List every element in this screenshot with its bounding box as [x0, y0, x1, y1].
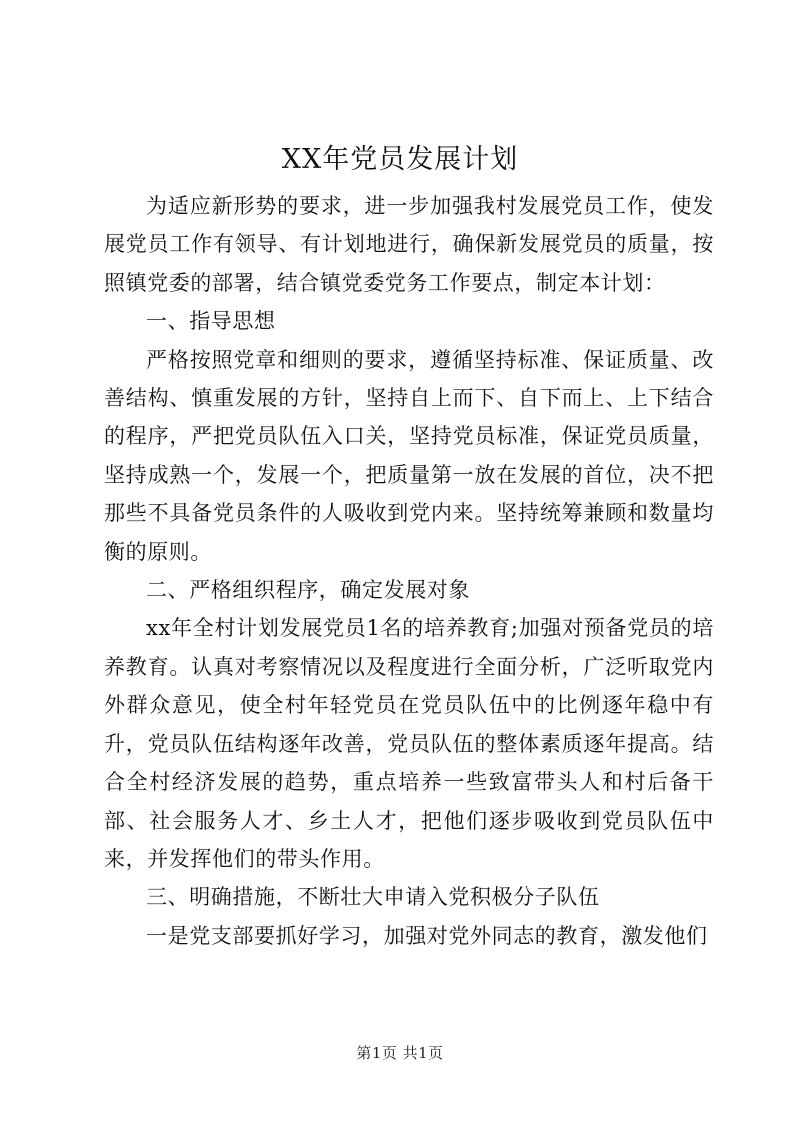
section-1-paragraph: 严格按照党章和细则的要求，遵循坚持标准、保证质量、改善结构、慎重发展的方针，坚持自上而下、自下而上、上下结合的程序，严把党员队伍入口关，坚持党员标准，保证党员质量，坚持成熟一个，发展一个，把质量第一放在发展的首位，决不把那些不具备党员条件的人吸收到党内来。坚持统筹兼顾和数量均衡的原则。	[104, 347, 714, 564]
section-heading-1: 一、指导思想	[146, 309, 276, 334]
document-title: XX年党员发展计划	[281, 144, 519, 175]
page-number-footer: 第1页 共1页	[356, 1044, 444, 1062]
document-body	[104, 187, 714, 955]
intro-paragraph: 为适应新形势的要求，进一步加强我村发展党员工作，使发展党员工作有领导、有计划地进行，确保新发展党员的质量，按照镇党委的部署，结合镇党委党务工作要点，制定本计划：	[104, 194, 714, 295]
section-3-paragraph: 一是党支部要抓好学习，加强对党外同志的教育，激发他们	[146, 923, 708, 948]
section-heading-2: 二、严格组织程序，确定发展对象	[146, 578, 470, 603]
section-2-paragraph: xx年全村计划发展党员1名的培养教育;加强对预备党员的培养教育。认真对考察情况以及程度进行全面分析，广泛听取党内外群众意见，使全村年轻党员在党员队伍中的比例逐年稳中有升，党员队伍结构逐年改善，党员队伍的整体素质逐年提高。结合全村经济发展的趋势，重点培养一些致富带头人和村后备干部、社会服务人才、乡土人才，把他们逐步吸收到党员队伍中来，并发挥他们的带头作用。	[104, 616, 714, 871]
section-heading-3: 三、明确措施，不断壮大申请入党积极分子队伍	[146, 885, 600, 910]
